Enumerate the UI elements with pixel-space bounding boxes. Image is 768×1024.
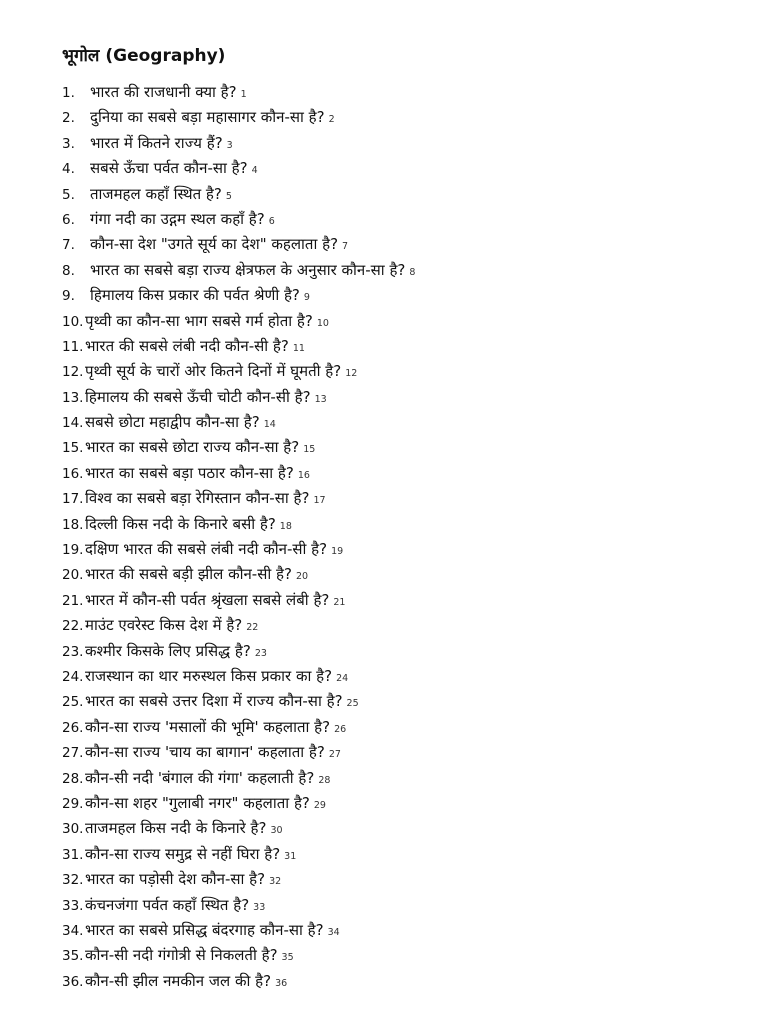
question-item: 10. पृथ्वी का कौन-सा भाग सबसे गर्म होता है? 10 [62, 309, 752, 334]
question-item: 18. दिल्ली किस नदी के किनारे बसी है? 18 [62, 512, 752, 537]
question-item: 24. राजस्थान का थार मरुस्थल किस प्रकार का है? 24 [62, 664, 752, 689]
question-number: 21. [62, 592, 84, 609]
question-number: 1. [62, 85, 75, 101]
question-text: कौन-सा राज्य समुद्र से नहीं घिरा है? [85, 844, 281, 863]
question-text: विश्व का सबसे बड़ा रेगिस्तान कौन-सा है? [85, 489, 310, 508]
question-text: पृथ्वी सूर्य के चारों ओर कितने दिनों में घूमती है? [85, 362, 342, 381]
question-text: गंगा नदी का उद्गम स्थल कहाँ है? [90, 209, 265, 228]
question-item: 27. कौन-सा राज्य 'चाय का बागान' कहलाता है? 27 [62, 740, 752, 765]
question-number: 30. [62, 821, 84, 838]
question-number: 2. [62, 110, 75, 127]
question-number: 4. [62, 161, 75, 178]
question-number: 29. [62, 795, 84, 812]
question-item: 34. भारत का सबसे प्रसिद्ध बंदरगाह कौन-सा है? 34 [62, 918, 752, 943]
question-item: 16. भारत का सबसे बड़ा पठार कौन-सा है? 16 [62, 461, 752, 486]
question-item: 4. सबसे ऊँचा पर्वत कौन-सा है? 4 [62, 156, 752, 181]
question-number: 14. [62, 415, 84, 432]
question-text: सबसे ऊँचा पर्वत कौन-सा है? [90, 159, 248, 178]
question-item: 8. भारत का सबसे बड़ा राज्य क्षेत्रफल के अनुसार कौन-सा है? 8 [62, 258, 752, 283]
question-number: 28. [62, 770, 84, 787]
question-number: 26. [62, 719, 84, 736]
question-number: 34. [62, 922, 84, 939]
question-item: 31. कौन-सा राज्य समुद्र से नहीं घिरा है? 31 [62, 842, 752, 867]
question-number: 33. [62, 897, 84, 914]
question-item: 6. गंगा नदी का उद्गम स्थल कहाँ है? 6 [62, 207, 752, 232]
question-number: 13. [62, 389, 84, 406]
document-body [62, 44, 752, 994]
question-text: दक्षिण भारत की सबसे लंबी नदी कौन-सी है? [85, 540, 328, 559]
question-text: कंचनजंगा पर्वत कहाँ स्थित है? [85, 895, 250, 914]
question-text: राजस्थान का थार मरुस्थल किस प्रकार का है? [85, 666, 333, 685]
question-number: 15. [62, 440, 84, 457]
question-text: भारत का सबसे बड़ा पठार कौन-सा है? [85, 463, 294, 482]
question-text: पृथ्वी का कौन-सा भाग सबसे गर्म होता है? [85, 311, 313, 330]
question-text: कौन-सी नदी गंगोत्री से निकलती है? [85, 946, 278, 965]
question-text: भारत का सबसे बड़ा राज्य क्षेत्रफल के अनुसार कौन-सा है? [90, 260, 406, 279]
question-list [62, 80, 752, 994]
question-item: 29. कौन-सा शहर "गुलाबी नगर" कहलाता है? 29 [62, 791, 752, 816]
question-text: कौन-सा देश "उगते सूर्य का देश" कहलाता है? [90, 235, 339, 254]
question-text: भारत का सबसे प्रसिद्ध बंदरगाह कौन-सा है? [85, 920, 324, 939]
question-number: 25. [62, 694, 84, 711]
question-item: 7. कौन-सा देश "उगते सूर्य का देश" कहलाता है? 7 [62, 232, 752, 257]
question-item: 14. सबसे छोटा महाद्वीप कौन-सा है? 14 [62, 410, 752, 435]
question-item: 25. भारत का सबसे उत्तर दिशा में राज्य कौन-सा है? 25 [62, 689, 752, 714]
question-item: 33. कंचनजंगा पर्वत कहाँ स्थित है? 33 [62, 893, 752, 918]
question-item: 19. दक्षिण भारत की सबसे लंबी नदी कौन-सी है? 19 [62, 537, 752, 562]
question-number: 9. [62, 288, 75, 305]
question-text: भारत की राजधानी क्या है? [90, 83, 237, 101]
question-text: दुनिया का सबसे बड़ा महासागर कौन-सा है? [90, 108, 325, 127]
question-text: भारत का सबसे छोटा राज्य कौन-सा है? [85, 438, 300, 457]
question-text: हिमालय किस प्रकार की पर्वत श्रेणी है? [90, 286, 300, 305]
question-text: कौन-सा राज्य 'मसालों की भूमि' कहलाता है? [85, 717, 331, 736]
question-number: 16. [62, 465, 84, 482]
question-text: कौन-सा राज्य 'चाय का बागान' कहलाता है? [85, 743, 325, 762]
question-number: 24. [62, 668, 84, 685]
question-text: भारत की सबसे लंबी नदी कौन-सी है? [85, 336, 289, 355]
question-number: 10. [62, 313, 84, 330]
question-item: 13. हिमालय की सबसे ऊँची चोटी कौन-सी है? 13 [62, 385, 752, 410]
question-item: 26. कौन-सा राज्य 'मसालों की भूमि' कहलाता है? 26 [62, 715, 752, 740]
question-item: 32. भारत का पड़ोसी देश कौन-सा है? 32 [62, 867, 752, 892]
question-item: 35. कौन-सी नदी गंगोत्री से निकलती है? 35 [62, 943, 752, 968]
question-text: कौन-सी झील नमकीन जल की है? [85, 971, 272, 990]
question-text: भारत की सबसे बड़ी झील कौन-सी है? [85, 565, 292, 584]
question-item: 9. हिमालय किस प्रकार की पर्वत श्रेणी है? 9 [62, 283, 752, 308]
question-item: 20. भारत की सबसे बड़ी झील कौन-सी है? 20 [62, 562, 752, 587]
question-number: 17. [62, 491, 84, 508]
question-text: दिल्ली किस नदी के किनारे बसी है? [85, 514, 276, 533]
question-text: कौन-सी नदी 'बंगाल की गंगा' कहलाती है? [85, 768, 315, 787]
question-number: 7. [62, 237, 75, 254]
question-item: 22. माउंट एवरेस्ट किस देश में है? 22 [62, 613, 752, 638]
question-item: 17. विश्व का सबसे बड़ा रेगिस्तान कौन-सा है? 17 [62, 486, 752, 511]
question-number: 31. [62, 846, 84, 863]
question-text: माउंट एवरेस्ट किस देश में है? [85, 616, 243, 635]
question-text: ताजमहल किस नदी के किनारे है? [85, 819, 267, 838]
question-number: 12. [62, 364, 84, 381]
question-item: 1. भारत की राजधानी क्या है? 1 [62, 80, 752, 105]
question-number: 5. [62, 186, 75, 203]
question-item: 5. ताजमहल कहाँ स्थित है? 5 [62, 182, 752, 207]
question-item: 2. दुनिया का सबसे बड़ा महासागर कौन-सा है? 2 [62, 105, 752, 130]
section-heading: भूगोल (Geography) [62, 46, 226, 66]
question-number: 11. [62, 338, 84, 355]
question-item: 3. भारत में कितने राज्य हैं? 3 [62, 131, 752, 156]
question-item: 15. भारत का सबसे छोटा राज्य कौन-सा है? 15 [62, 435, 752, 460]
question-item: 23. कश्मीर किसके लिए प्रसिद्ध है? 23 [62, 639, 752, 664]
question-number: 19. [62, 542, 84, 559]
question-text: भारत में कौन-सी पर्वत श्रृंखला सबसे लंबी है? [85, 590, 330, 609]
question-number: 32. [62, 872, 84, 889]
question-item: 21. भारत में कौन-सी पर्वत श्रृंखला सबसे लंबी है? 21 [62, 588, 752, 613]
question-text: भारत में कितने राज्य हैं? [90, 133, 223, 152]
question-text: भारत का पड़ोसी देश कौन-सा है? [85, 870, 266, 889]
question-text: हिमालय की सबसे ऊँची चोटी कौन-सी है? [85, 387, 311, 406]
question-item: 11. भारत की सबसे लंबी नदी कौन-सी है? 11 [62, 334, 752, 359]
question-number: 35. [62, 948, 84, 965]
question-item: 28. कौन-सी नदी 'बंगाल की गंगा' कहलाती है? 28 [62, 766, 752, 791]
question-text: कौन-सा शहर "गुलाबी नगर" कहलाता है? [85, 793, 310, 812]
question-number: 3. [62, 135, 75, 152]
question-number: 27. [62, 745, 84, 762]
question-number: 18. [62, 516, 84, 533]
question-text: सबसे छोटा महाद्वीप कौन-सा है? [85, 413, 260, 432]
question-number: 20. [62, 567, 84, 584]
question-number: 6. [62, 211, 75, 228]
question-number: 8. [62, 262, 75, 279]
question-number: 36. [62, 973, 84, 990]
question-text: ताजमहल कहाँ स्थित है? [90, 184, 222, 203]
question-item: 36. कौन-सी झील नमकीन जल की है? 36 [62, 969, 752, 994]
question-text: भारत का सबसे उत्तर दिशा में राज्य कौन-सा है? [85, 692, 343, 711]
question-item: 12. पृथ्वी सूर्य के चारों ओर कितने दिनों में घूमती है? 12 [62, 359, 752, 384]
question-number: 22. [62, 618, 84, 635]
question-item: 30. ताजमहल किस नदी के किनारे है? 30 [62, 816, 752, 841]
question-number: 23. [62, 643, 84, 660]
question-text: कश्मीर किसके लिए प्रसिद्ध है? [85, 641, 251, 660]
